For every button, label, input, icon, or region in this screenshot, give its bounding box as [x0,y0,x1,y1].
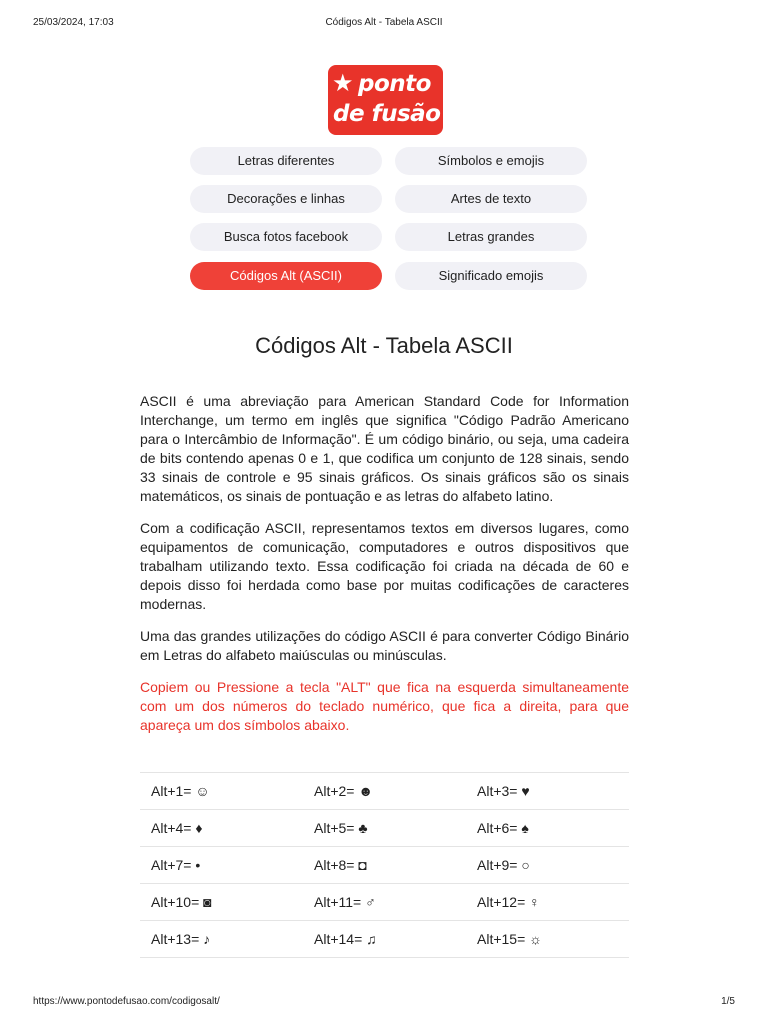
page-title: Códigos Alt - Tabela ASCII [255,333,513,358]
print-title: Códigos Alt - Tabela ASCII [325,17,443,28]
alt-code-cell[interactable]: Alt+14= ♫ [303,921,466,958]
article-body [140,392,629,748]
alt-code-cell[interactable]: Alt+11= ♂ [303,884,466,921]
alt-code-cell[interactable]: Alt+2= ☻ [303,773,466,810]
logo-text-line1: ponto [358,71,431,97]
table-row [140,884,629,921]
page-number: 1/5 [721,996,735,1007]
alt-code-cell[interactable]: Alt+9= ○ [466,847,629,884]
table-row [140,773,629,810]
site-logo[interactable] [328,65,443,135]
alt-code-cell[interactable]: Alt+5= ♣ [303,810,466,847]
alt-code-cell[interactable]: Alt+4= ♦ [140,810,303,847]
print-url[interactable]: https://www.pontodefusao.com/codigosalt/ [33,996,220,1007]
alt-code-cell[interactable]: Alt+1= ☺ [140,773,303,810]
intro-paragraph: ASCII é uma abreviação para American Standard Code for Information Interchange, um termo em inglês que significa "Código Padrão Americano para o Intercâmbio de Informação". É um código binário, ou seja, uma cadeira de bits contendo apenas 0 e 1, que codifica um conjunto de 128 sinais, sendo 33 sinais de controle e 95 sinais gráficos. Os sinais gráficos são os sinais matemáticos, os sinais de pontuação e as letras do alfabeto latino. [140,393,629,504]
alt-code-cell[interactable]: Alt+8= ◘ [303,847,466,884]
print-footer [33,996,735,1010]
alt-codes-table [140,772,629,958]
nav-busca-fotos-facebook[interactable]: Busca fotos facebook [190,223,382,251]
nav-artes-texto[interactable]: Artes de texto [395,185,587,213]
nav-significado-emojis[interactable]: Significado emojis [395,262,587,290]
alt-code-cell[interactable]: Alt+6= ♠ [466,810,629,847]
table-row [140,810,629,847]
nav-simbolos-emojis[interactable]: Símbolos e emojis [395,147,587,175]
alt-code-cell[interactable]: Alt+13= ♪ [140,921,303,958]
usage-paragraph: Com a codificação ASCII, representamos textos em diversos lugares, como equipamentos de comunicação, computadores e outros dispositivos que trabalham utilizando texto. Essa codificação foi criada na década de 60 e depois disso foi herdada como base por muitas codificações de caracteres modernas. [140,520,629,612]
table-row [140,847,629,884]
print-date: 25/03/2024, 17:03 [33,17,114,28]
alt-code-cell[interactable]: Alt+10= ◙ [140,884,303,921]
nav-decoracoes-linhas[interactable]: Decorações e linhas [190,185,382,213]
table-row [140,921,629,958]
conversion-paragraph: Uma das grandes utilizações do código ASCII é para converter Código Binário em Letras do alfabeto maiúsculas ou minúsculas. [140,628,629,663]
nav-codigos-alt-active[interactable]: Códigos Alt (ASCII) [190,262,382,290]
alt-code-cell[interactable]: Alt+3= ♥ [466,773,629,810]
nav-letras-grandes[interactable]: Letras grandes [395,223,587,251]
logo-text-line2: de fusão [333,101,441,127]
star-icon: ★ [332,69,354,97]
instruction-paragraph: Copiem ou Pressione a tecla "ALT" que fica na esquerda simultaneamente com um dos números do teclado numérico, que fica a direita, para que apareça um dos símbolos abaixo. [140,679,629,733]
nav-letras-diferentes[interactable]: Letras diferentes [190,147,382,175]
alt-code-cell[interactable]: Alt+15= ☼ [466,921,629,958]
alt-code-cell[interactable]: Alt+12= ♀ [466,884,629,921]
alt-code-cell[interactable]: Alt+7= • [140,847,303,884]
print-header [33,17,735,31]
